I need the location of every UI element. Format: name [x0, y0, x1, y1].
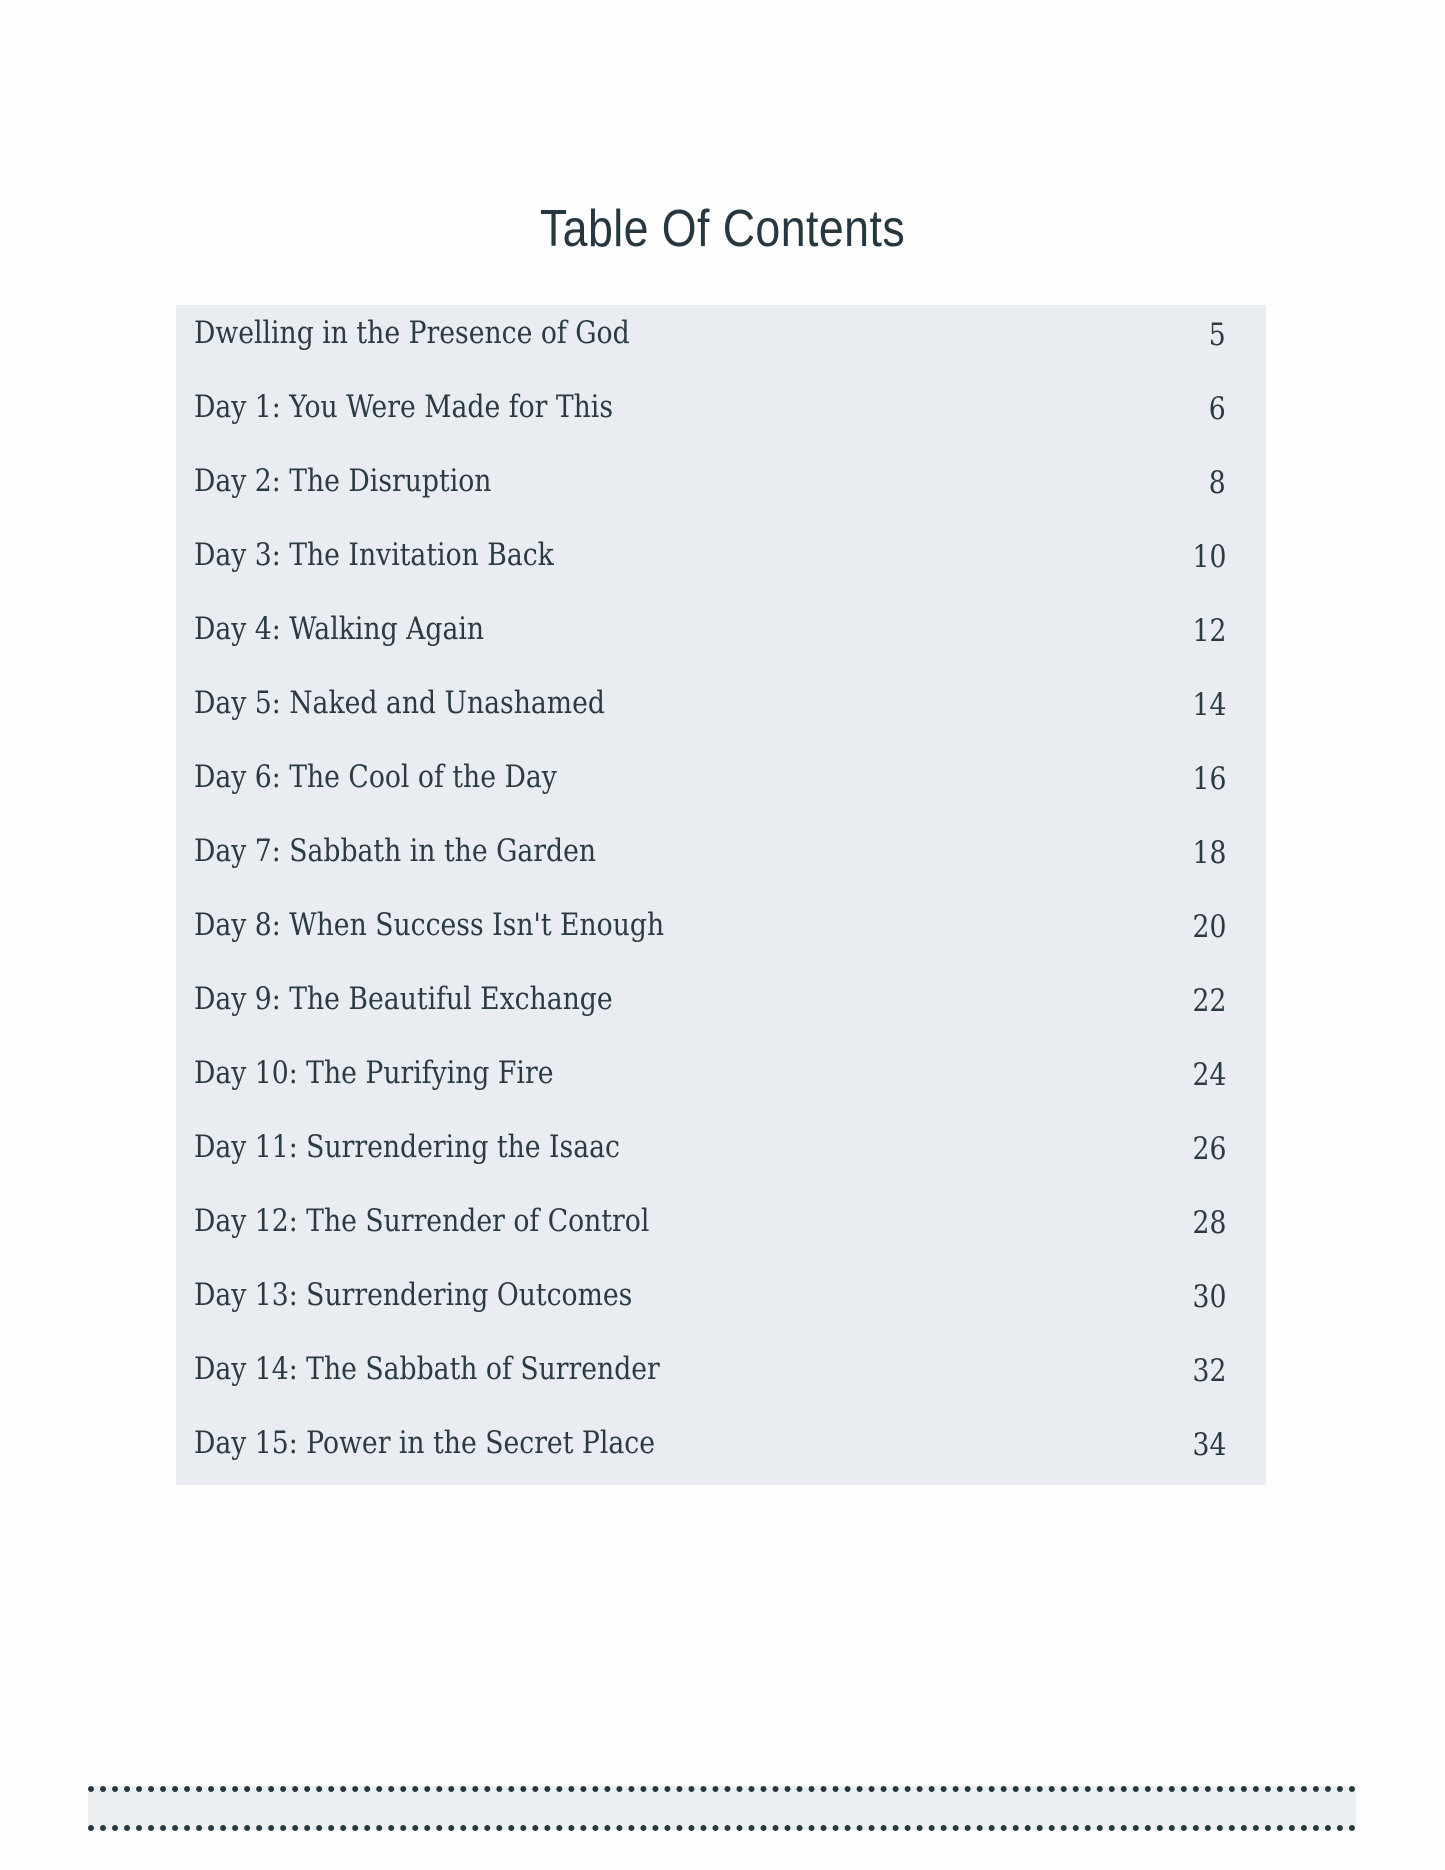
- toc-entry-page-number: 24: [1192, 1057, 1226, 1093]
- toc-entry-title: Day 4: Walking Again: [194, 611, 485, 647]
- toc-entry[interactable]: [176, 601, 1266, 675]
- toc-entry-page-number: 8: [1209, 465, 1226, 501]
- toc-entry[interactable]: [176, 1415, 1266, 1489]
- toc-entry-title: Day 3: The Invitation Back: [194, 537, 554, 573]
- toc-entry-page-number: 10: [1192, 539, 1226, 575]
- toc-entry[interactable]: [176, 379, 1266, 453]
- footer-dotted-divider-top: [88, 1786, 1356, 1792]
- toc-entry[interactable]: [176, 1193, 1266, 1267]
- toc-entry[interactable]: [176, 1267, 1266, 1341]
- toc-entry-page-number: 22: [1192, 983, 1226, 1019]
- toc-entry-title: Day 1: You Were Made for This: [194, 389, 614, 425]
- toc-entry[interactable]: [176, 453, 1266, 527]
- toc-entry-page-number: 26: [1192, 1131, 1226, 1167]
- toc-entry[interactable]: [176, 305, 1266, 379]
- toc-entry-page-number: 30: [1192, 1279, 1226, 1315]
- toc-entry-page-number: 32: [1192, 1353, 1226, 1389]
- toc-entry-title: Day 13: Surrendering Outcomes: [194, 1277, 633, 1313]
- toc-entry[interactable]: [176, 897, 1266, 971]
- toc-entry-title: Day 10: The Purifying Fire: [194, 1055, 554, 1091]
- toc-entry[interactable]: [176, 1119, 1266, 1193]
- toc-entry-title: Day 2: The Disruption: [194, 463, 492, 499]
- toc-entry-title: Day 15: Power in the Secret Place: [194, 1425, 655, 1461]
- toc-entry[interactable]: [176, 749, 1266, 823]
- toc-entry-title: Day 9: The Beautiful Exchange: [194, 981, 613, 1017]
- toc-entry[interactable]: [176, 971, 1266, 1045]
- toc-entry-page-number: 5: [1209, 317, 1226, 353]
- toc-entry-page-number: 14: [1192, 687, 1226, 723]
- toc-entry-page-number: 6: [1209, 391, 1226, 427]
- toc-entry[interactable]: [176, 823, 1266, 897]
- table-of-contents: [176, 305, 1266, 1485]
- toc-entry-title: Day 6: The Cool of the Day: [194, 759, 557, 795]
- page-title: Table Of Contents: [539, 199, 906, 258]
- toc-entry-title: Day 5: Naked and Unashamed: [194, 685, 605, 721]
- toc-entry[interactable]: [176, 675, 1266, 749]
- toc-entry-title: Day 7: Sabbath in the Garden: [194, 833, 597, 869]
- toc-entry-page-number: 20: [1192, 909, 1226, 945]
- toc-entry-page-number: 12: [1192, 613, 1226, 649]
- toc-entry-title: Day 12: The Surrender of Control: [194, 1203, 650, 1239]
- toc-entry-page-number: 18: [1192, 835, 1226, 871]
- footer-dotted-divider-bottom: [88, 1825, 1356, 1831]
- toc-entry[interactable]: [176, 1045, 1266, 1119]
- toc-entry-page-number: 34: [1192, 1427, 1226, 1463]
- footer-band: [88, 1786, 1356, 1830]
- toc-entry[interactable]: [176, 1341, 1266, 1415]
- toc-entry-page-number: 16: [1192, 761, 1226, 797]
- toc-entry-title: Day 8: When Success Isn't Enough: [194, 907, 665, 943]
- toc-entry-title: Dwelling in the Presence of God: [194, 315, 630, 351]
- toc-entry[interactable]: [176, 527, 1266, 601]
- toc-entry-page-number: 28: [1192, 1205, 1226, 1241]
- toc-entry-title: Day 14: The Sabbath of Surrender: [194, 1351, 660, 1387]
- toc-entry-title: Day 11: Surrendering the Isaac: [194, 1129, 620, 1165]
